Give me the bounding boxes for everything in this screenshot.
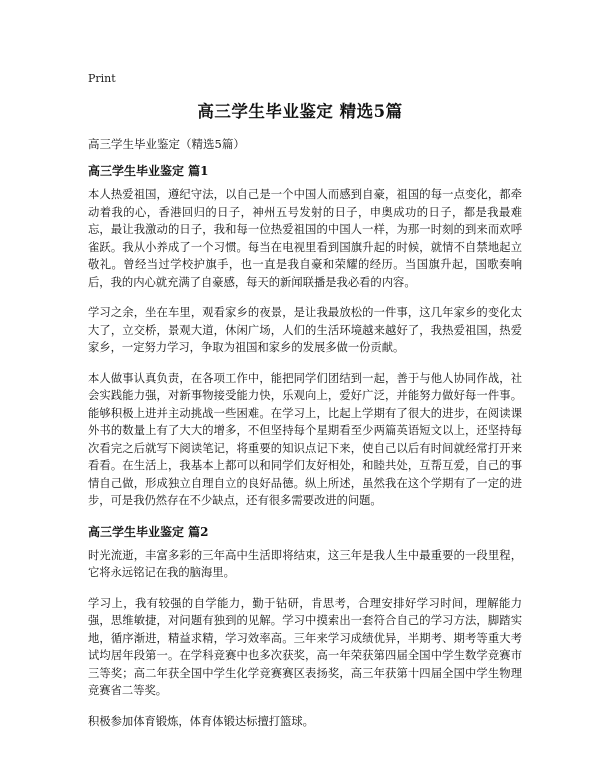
paragraph: 本人热爱祖国，遵纪守法，以自己是一个中国人而感到自豪，祖国的每一点变化，都牵动着我的心，香港回归的日子，神州五号发射的日子，申奥成功的日子，都是我最难忘，最让我激动的日子，我和每一位热爱祖国的中国人一样，为那一时刻的到来而欢呼雀跃。我从小养成了一个习惯。每当在电视里看到国旗升起的时候，就情不自禁地起立敬礼。曾经当过学校护旗手，也一直是我自豪和荣耀的经历。当国旗升起，国歌奏响后，我的内心就充满了自豪感，每天的新闻联播是我必看的内容。 bbox=[88, 188, 522, 289]
paragraph: 学习之余，坐在车里，观看家乡的夜景，是让我最放松的一件事，这几年家乡的变化太大了，立交桥，景观大道，休闲广场，人们的生活环境越来越好了，我热爱祖国，热爱家乡，一定努力学习，争取为祖国和家乡的发展多做一份贡献。 bbox=[88, 306, 522, 354]
page-title: 高三学生毕业鉴定 精选5篇 bbox=[197, 102, 403, 121]
document-body bbox=[88, 162, 522, 743]
print-label[interactable]: Print bbox=[88, 72, 116, 85]
paragraph: 积极参加体育锻炼，体育体锻达标擅打篮球。 bbox=[88, 714, 314, 728]
paragraph: 学习上，我有较强的自学能力，勤于钻研，肯思考，合理安排好学习时间，理解能力强，思维敏捷，对问题有独到的见解。学习中摸索出一套符合自己的学习方法，脚踏实地，循序渐进，精益求精，学习效率高。三年来学习成绩优异，半期考、期考等重大考试均居年段第一。在学科竞赛中也多次获奖，高一年荣获第四届全国中学生数学竞赛市三等奖；高二年获全国中学生化学竞赛赛区表扬奖，高三年获第十四届全国中学生物理竞赛省二等奖。 bbox=[88, 596, 522, 697]
document-subtitle: 高三学生毕业鉴定（精选5篇） bbox=[88, 137, 245, 151]
paragraph: 时光流逝，丰富多彩的三年高中生活即将结束，这三年是我人生中最重要的一段里程，它将永远铭记在我的脑海里。 bbox=[88, 548, 522, 579]
section-heading-2: 高三学生毕业鉴定 篇2 bbox=[88, 524, 209, 539]
paragraph: 本人做事认真负责，在各项工作中，能把同学们团结到一起，善于与他人协同作战，社会实践能力强，对新事物接受能力快，乐观向上，爱好广泛，并能努力做好每一件事。能够积极上进并主动挑战一些困难。在学习上，比起上学期有了很大的进步，在阅读课外书的数量上有了大大的增多，不但坚持每个星期看至少两篇英语短文以上，还坚持每次看完之后就写下阅读笔记，将重要的知识点记下来，使自己以后有时间就经常打开来看看。在生活上，我基本上都可以和同学们友好相处，和睦共处，互帮互爱，自己的事情自己做，形成独立自理自立的良好品德。纵上所述，虽然我在这个学期有了一定的进步，可是我仍然存在不少缺点，还有很多需要改进的问题。 bbox=[88, 371, 522, 507]
section-heading-1: 高三学生毕业鉴定 篇1 bbox=[88, 164, 209, 178]
